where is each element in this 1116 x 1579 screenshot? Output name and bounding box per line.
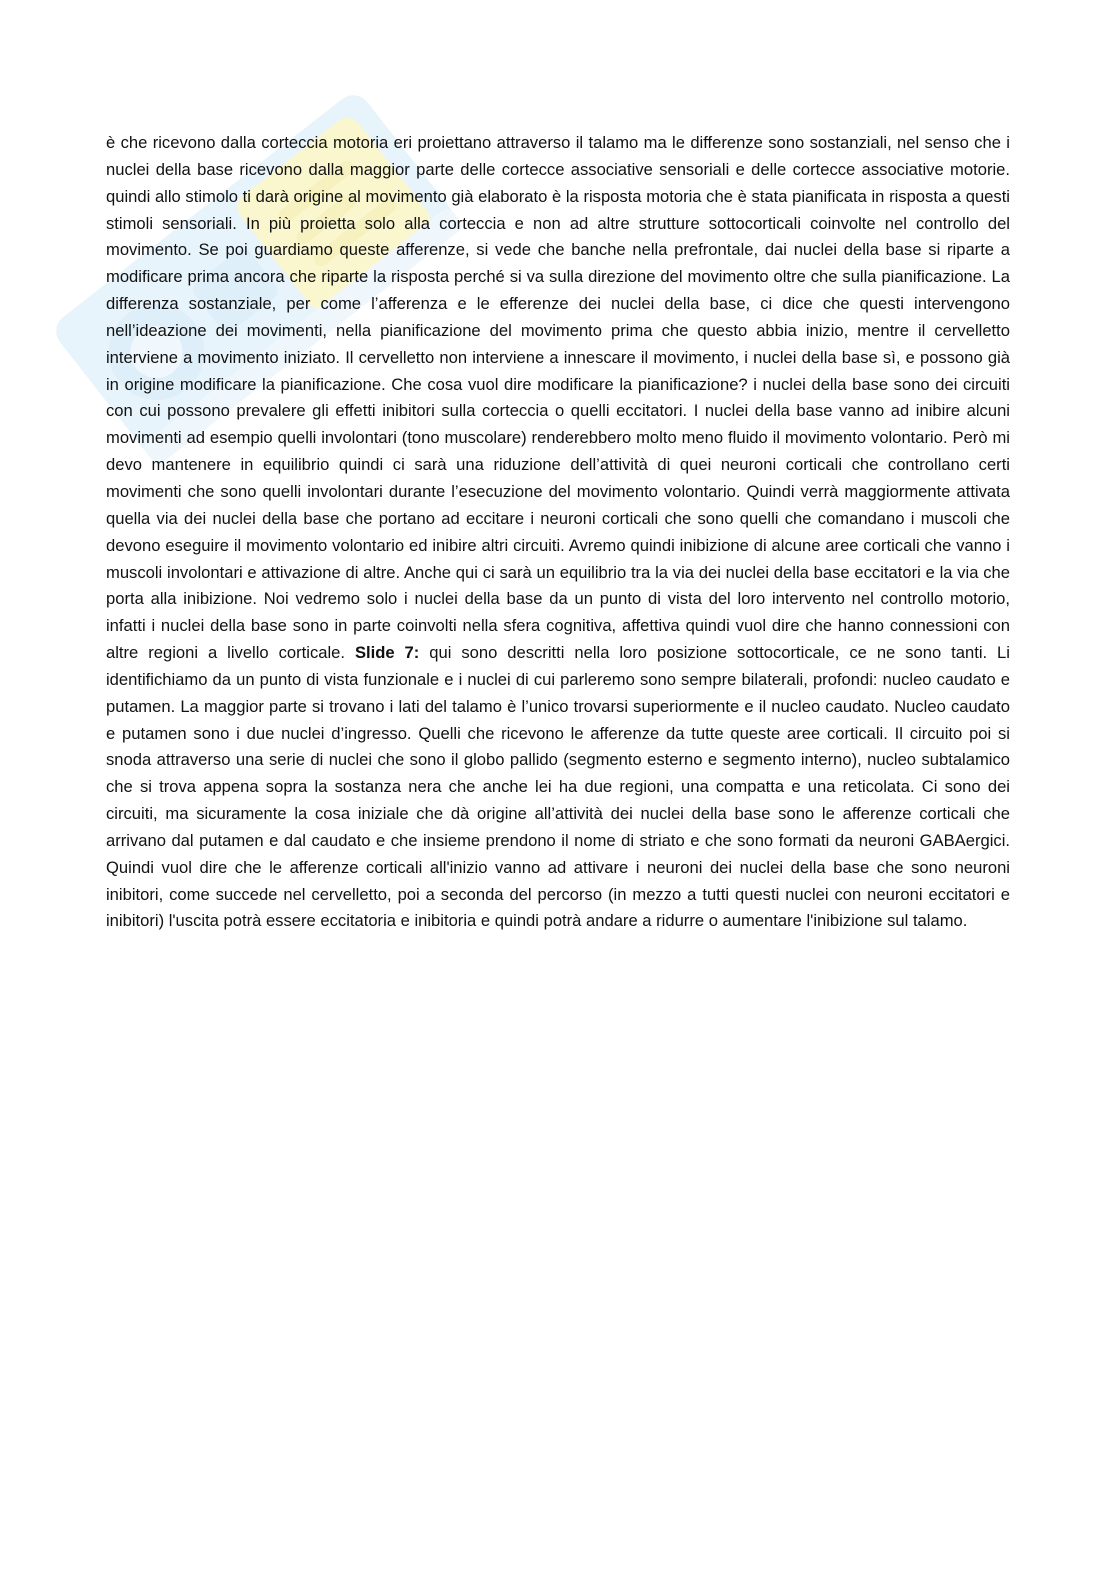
document-body xyxy=(106,130,1010,935)
slide-reference: Slide 7: xyxy=(354,643,420,663)
body-paragraph xyxy=(106,130,1010,935)
paragraph-text-part1: è che ricevono dalla corteccia motoria eri proiettano attraverso il talamo ma le differenze sono sostanziali, nel senso che i nuclei della base ricevono dalla maggior parte delle cortecce associative sensoriali e delle cortecce associative motorie. quindi allo stimolo ti darà origine al movimento già elaborato è la risposta motoria che è stata pianificata in risposta a questi stimoli sensoriali. In più proietta solo alla corteccia e non ad altre strutture sottocorticali coinvolte nel controllo del movimento. Se poi guardiamo queste afferenze, si vede che banche nella prefrontale, dai nuclei della base si riparte a modificare prima ancora che riparte la risposta perché si va sulla direzione del movimento oltre che sulla pianificazione. La differenza sostanziale, per come l’afferenza e le efferenze dei nuclei della base, ci dice che questi intervengono nell’ideazione dei movimenti, nella pianificazione del movimento prima che questo abbia inizio, mentre il cervelletto interviene a movimento iniziato. Il cervelletto non interviene a innescare il movimento, i nuclei della base sì, e possono già in origine modificare la pianificazione. Che cosa vuol dire modificare la pianificazione? i nuclei della base sono dei circuiti con cui possono prevalere gli effetti inibitori sulla corteccia o quelli eccitatori. I nuclei della base vanno ad inibire alcuni movimenti ad esempio quelli involontari (tono muscolare) renderebbero molto meno fluido il movimento volontario. Però mi devo mantenere in equilibrio quindi ci sarà una riduzione dell’attività di quei neuroni corticali che controllano certi movimenti che sono quelli involontari durante l’esecuzione del movimento volontario. Quindi verrà maggiormente attivata quella via dei nuclei della base che portano ad eccitare i neuroni corticali che sono quelli che comandano i muscoli che devono eseguire il movimento volontario ed inibire altri circuiti. Avremo quindi inibizione di alcune aree corticali che vanno i muscoli involontari e attivazione di altre. Anche qui ci sarà un equilibrio tra la via dei nuclei della base eccitatori e la via che porta alla inibizione. Noi vedremo solo i nuclei della base da un punto di vista del loro intervento nel controllo motorio, infatti i nuclei della base sono in parte coinvolti nella sfera cognitiva, affettiva quindi vuol dire che hanno connessioni con altre regioni a livello corticale. xyxy=(106,133,1010,663)
paragraph-text-part2: qui sono descritti nella loro posizione sottocorticale, ce ne sono tanti. Li identifichiamo da un punto di vista funzionale e i nuclei di cui parleremo sono sempre bilaterali, profondi: nucleo caudato e putamen. La maggior parte si trovano i lati del talamo è l’unico trovarsi superiormente e il nucleo caudato. Nucleo caudato e putamen sono i due nuclei d’ingresso. Quelli che ricevono le afferenze da tutte queste aree corticali. Il circuito poi si snoda attraverso una serie di nuclei che sono il globo pallido (segmento esterno e segmento interno), nucleo subtalamico che si trova appena sopra la sostanza nera che anche lei ha due regioni, una compatta e una reticolata. Ci sono dei circuiti, ma sicuramente la cosa iniziale che dà origine all’attività dei nuclei della base sono le afferenze corticali che arrivano dal putamen e dal caudato e che insieme prendono il nome di striato e che sono formati da neuroni GABAergici. Quindi vuol dire che le afferenze corticali all'inizio vanno ad attivare i neuroni dei nuclei della base che sono neuroni inibitori, come succede nel cervelletto, poi a seconda del percorso (in mezzo a tutti questi nuclei con neuroni eccitatori e inibitori) l'uscita potrà essere eccitatoria e inibitoria e quindi potrà andare a ridurre o aumentare l'inibizione sul talamo. xyxy=(106,643,1010,931)
